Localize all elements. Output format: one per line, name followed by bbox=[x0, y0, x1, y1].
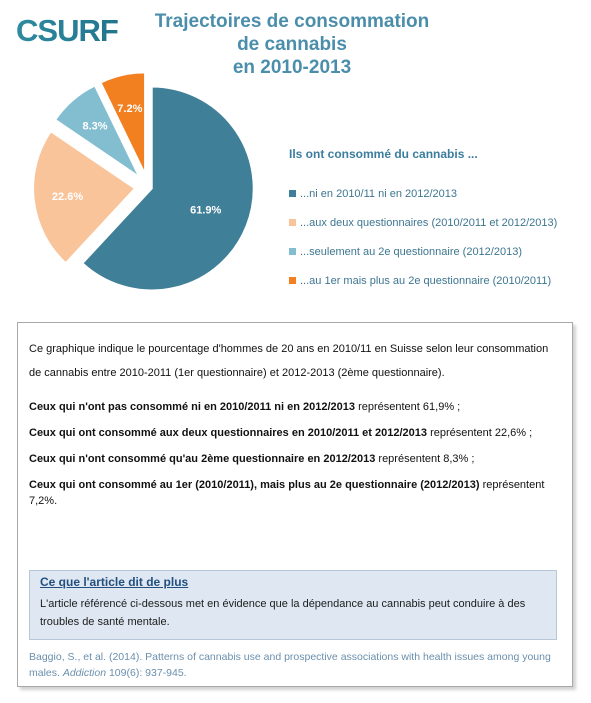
pie-svg bbox=[0, 62, 300, 312]
legend-title: Ils ont consommé du cannabis ... bbox=[289, 147, 478, 161]
title-line-1: Trajectoires de consommation de cannabis bbox=[154, 11, 430, 55]
result-line-4 bbox=[29, 477, 559, 509]
pie-label-4: 7.2% bbox=[117, 103, 143, 116]
legend-item-4 bbox=[289, 266, 589, 295]
legend-swatch-4 bbox=[289, 277, 296, 284]
reference-journal: Addiction bbox=[62, 667, 107, 679]
result-line-2-text: représentent 22,6% ; bbox=[427, 427, 533, 439]
chart-legend bbox=[289, 147, 589, 295]
title-line-2: en 2010-2013 bbox=[232, 57, 352, 78]
pie-label-3: 8.3% bbox=[82, 120, 108, 133]
result-line-1 bbox=[29, 399, 559, 415]
legend-swatch-3 bbox=[289, 248, 296, 255]
reference-part-1: Baggio, S., et al. (2014). Patterns of cannabis use and prospective associations with health issues among young males. bbox=[29, 651, 551, 679]
article-summary-text: L'article référencé ci-dessous met en évidence que la dépendance au cannabis peut conduire à des troubles de santé mentale. bbox=[40, 598, 526, 628]
result-line-1-text: représentent 61,9% ; bbox=[355, 401, 461, 413]
legend-label-4: ...au 1er mais plus au 2e questionnaire (2010/2011) bbox=[300, 274, 552, 287]
result-line-2-bold: Ceux qui ont consommé aux deux questionnaires en 2010/2011 et 2012/2013 bbox=[29, 427, 428, 439]
legend-swatch-1 bbox=[289, 190, 296, 197]
pie-label-1: 61.9% bbox=[190, 204, 222, 217]
result-line-3-bold: Ceux qui n'ont consommé qu'au 2ème questionnaire en 2012/2013 bbox=[29, 453, 376, 465]
pie-label-2: 22.6% bbox=[51, 191, 84, 204]
legend-items bbox=[289, 179, 589, 295]
legend-label-2: ...aux deux questionnaires (2010/2011 et 2012/2013) bbox=[300, 216, 558, 229]
legend-label-3: ...seulement au 2e questionnaire (2012/2013) bbox=[300, 245, 522, 258]
result-line-4-text: représentent 7,2%. bbox=[29, 479, 545, 507]
csurf-logo bbox=[16, 10, 128, 48]
article-summary-heading: Ce que l'article dit de plus bbox=[40, 575, 189, 589]
legend-label-1: ...ni en 2010/11 ni en 2012/2013 bbox=[300, 187, 457, 200]
info-box bbox=[17, 322, 573, 687]
result-line-3 bbox=[29, 451, 559, 467]
legend-item-1 bbox=[289, 179, 589, 208]
result-line-2 bbox=[29, 425, 559, 441]
result-line-3-text: représentent 8,3% ; bbox=[375, 453, 475, 465]
reference-part-2: 109(6): 937-945. bbox=[106, 667, 187, 679]
reference bbox=[29, 649, 559, 681]
pie-chart bbox=[0, 62, 300, 312]
legend-item-2 bbox=[289, 208, 589, 237]
result-line-1-bold: Ceux qui n'ont pas consommé ni en 2010/2011 ni en 2012/2013 bbox=[29, 401, 356, 413]
result-line-4-bold: Ceux qui ont consommé au 1er (2010/2011), mais plus au 2e questionnaire (2012/2013) bbox=[29, 479, 480, 491]
article-summary-box bbox=[29, 570, 557, 640]
intro-paragraph: Ce graphique indique le pourcentage d'hommes de 20 ans en 2010/11 en Suisse selon leur consommation de cannabis entre 2010-2011 (1er questionnaire) et 2012-2013 (2ème questionnaire). bbox=[29, 343, 549, 379]
info-box-text bbox=[29, 337, 559, 679]
logo-text: CSURF bbox=[16, 13, 118, 48]
legend-swatch-2 bbox=[289, 219, 296, 226]
legend-item-3 bbox=[289, 237, 589, 266]
